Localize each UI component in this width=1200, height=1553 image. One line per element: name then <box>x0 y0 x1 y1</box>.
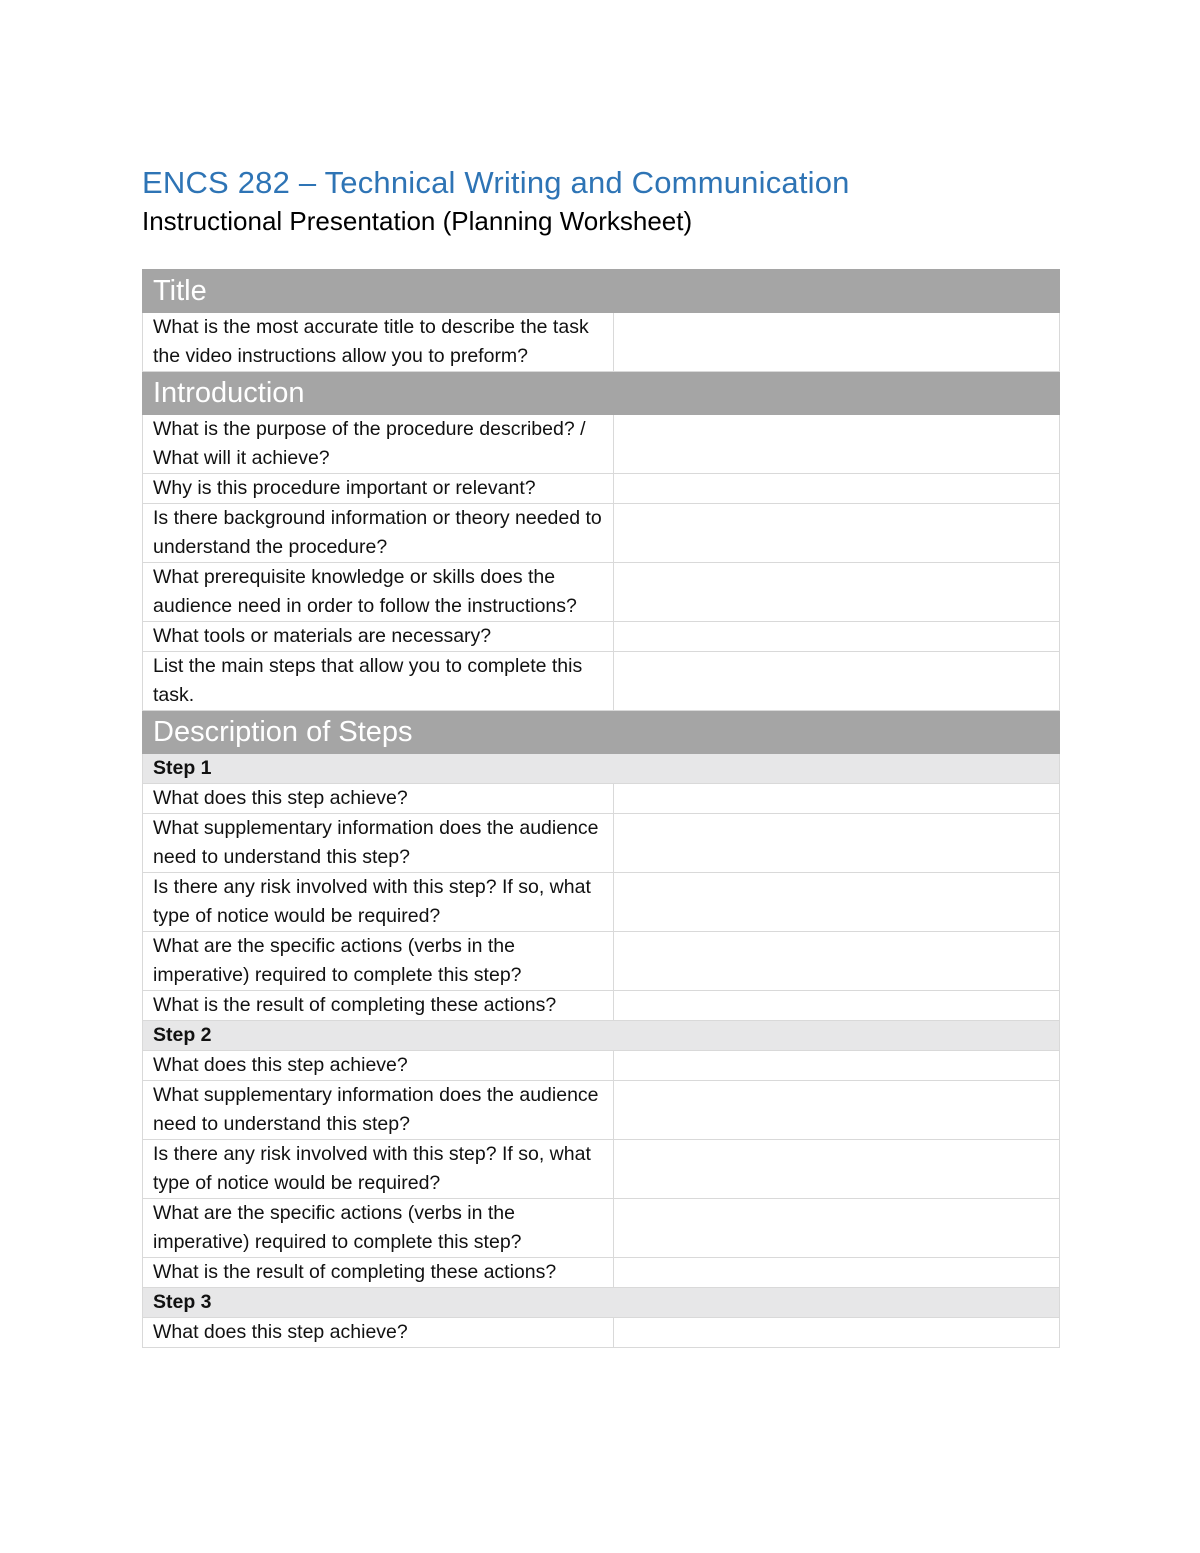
question-cell: Why is this procedure important or relevant? <box>143 474 614 504</box>
question-cell: Is there background information or theory needed to understand the procedure? <box>143 504 614 563</box>
question-cell: What supplementary information does the audience need to understand this step? <box>143 1081 614 1140</box>
table-row <box>143 991 1060 1021</box>
table-row <box>143 1199 1060 1258</box>
table-row <box>143 474 1060 504</box>
table-row <box>143 622 1060 652</box>
answer-cell[interactable] <box>614 1258 1060 1288</box>
section-heading: Introduction <box>143 372 1060 415</box>
section-heading: Description of Steps <box>143 711 1060 754</box>
table-row <box>143 784 1060 814</box>
section-header-description-of-steps <box>143 711 1060 754</box>
question-cell: Is there any risk involved with this step? If so, what type of notice would be required? <box>143 1140 614 1199</box>
answer-cell[interactable] <box>614 652 1060 711</box>
answer-cell[interactable] <box>614 873 1060 932</box>
answer-cell[interactable] <box>614 1199 1060 1258</box>
question-cell: What prerequisite knowledge or skills does the audience need in order to follow the instructions? <box>143 563 614 622</box>
answer-cell[interactable] <box>614 415 1060 474</box>
answer-cell[interactable] <box>614 1081 1060 1140</box>
question-cell: What are the specific actions (verbs in the imperative) required to complete this step? <box>143 932 614 991</box>
table-row <box>143 814 1060 873</box>
table-row <box>143 313 1060 372</box>
answer-cell[interactable] <box>614 563 1060 622</box>
answer-cell[interactable] <box>614 932 1060 991</box>
answer-cell[interactable] <box>614 991 1060 1021</box>
answer-cell[interactable] <box>614 313 1060 372</box>
question-cell: What tools or materials are necessary? <box>143 622 614 652</box>
table-row <box>143 1140 1060 1199</box>
answer-cell[interactable] <box>614 784 1060 814</box>
answer-cell[interactable] <box>614 814 1060 873</box>
table-row <box>143 652 1060 711</box>
section-heading: Title <box>143 270 1060 313</box>
question-cell: List the main steps that allow you to complete this task. <box>143 652 614 711</box>
question-cell: What does this step achieve? <box>143 1051 614 1081</box>
question-cell: What does this step achieve? <box>143 784 614 814</box>
table-row <box>143 873 1060 932</box>
question-cell: What does this step achieve? <box>143 1318 614 1348</box>
answer-cell[interactable] <box>614 474 1060 504</box>
page-title: ENCS 282 – Technical Writing and Communication <box>142 165 850 200</box>
step-header-1 <box>143 754 1060 784</box>
table-row <box>143 504 1060 563</box>
question-cell: Is there any risk involved with this step? If so, what type of notice would be required? <box>143 873 614 932</box>
table-row <box>143 415 1060 474</box>
step-header-2 <box>143 1021 1060 1051</box>
step-header-3 <box>143 1288 1060 1318</box>
table-row <box>143 1081 1060 1140</box>
table-row <box>143 932 1060 991</box>
question-cell: What supplementary information does the audience need to understand this step? <box>143 814 614 873</box>
answer-cell[interactable] <box>614 1140 1060 1199</box>
question-cell: What is the result of completing these actions? <box>143 991 614 1021</box>
table-row <box>143 563 1060 622</box>
step-label: Step 1 <box>143 754 1060 784</box>
page-subtitle: Instructional Presentation (Planning Worksheet) <box>142 206 693 236</box>
question-cell: What is the purpose of the procedure described? / What will it achieve? <box>143 415 614 474</box>
section-header-introduction <box>143 372 1060 415</box>
answer-cell[interactable] <box>614 622 1060 652</box>
question-cell: What are the specific actions (verbs in the imperative) required to complete this step? <box>143 1199 614 1258</box>
step-label: Step 2 <box>143 1021 1060 1051</box>
table-row <box>143 1051 1060 1081</box>
answer-cell[interactable] <box>614 504 1060 563</box>
answer-cell[interactable] <box>614 1318 1060 1348</box>
table-row <box>143 1258 1060 1288</box>
question-cell: What is the most accurate title to describe the task the video instructions allow you to preform? <box>143 313 614 372</box>
question-cell: What is the result of completing these actions? <box>143 1258 614 1288</box>
step-label: Step 3 <box>143 1288 1060 1318</box>
planning-worksheet-table <box>142 269 1060 1348</box>
table-row <box>143 1318 1060 1348</box>
section-header-title <box>143 270 1060 313</box>
answer-cell[interactable] <box>614 1051 1060 1081</box>
